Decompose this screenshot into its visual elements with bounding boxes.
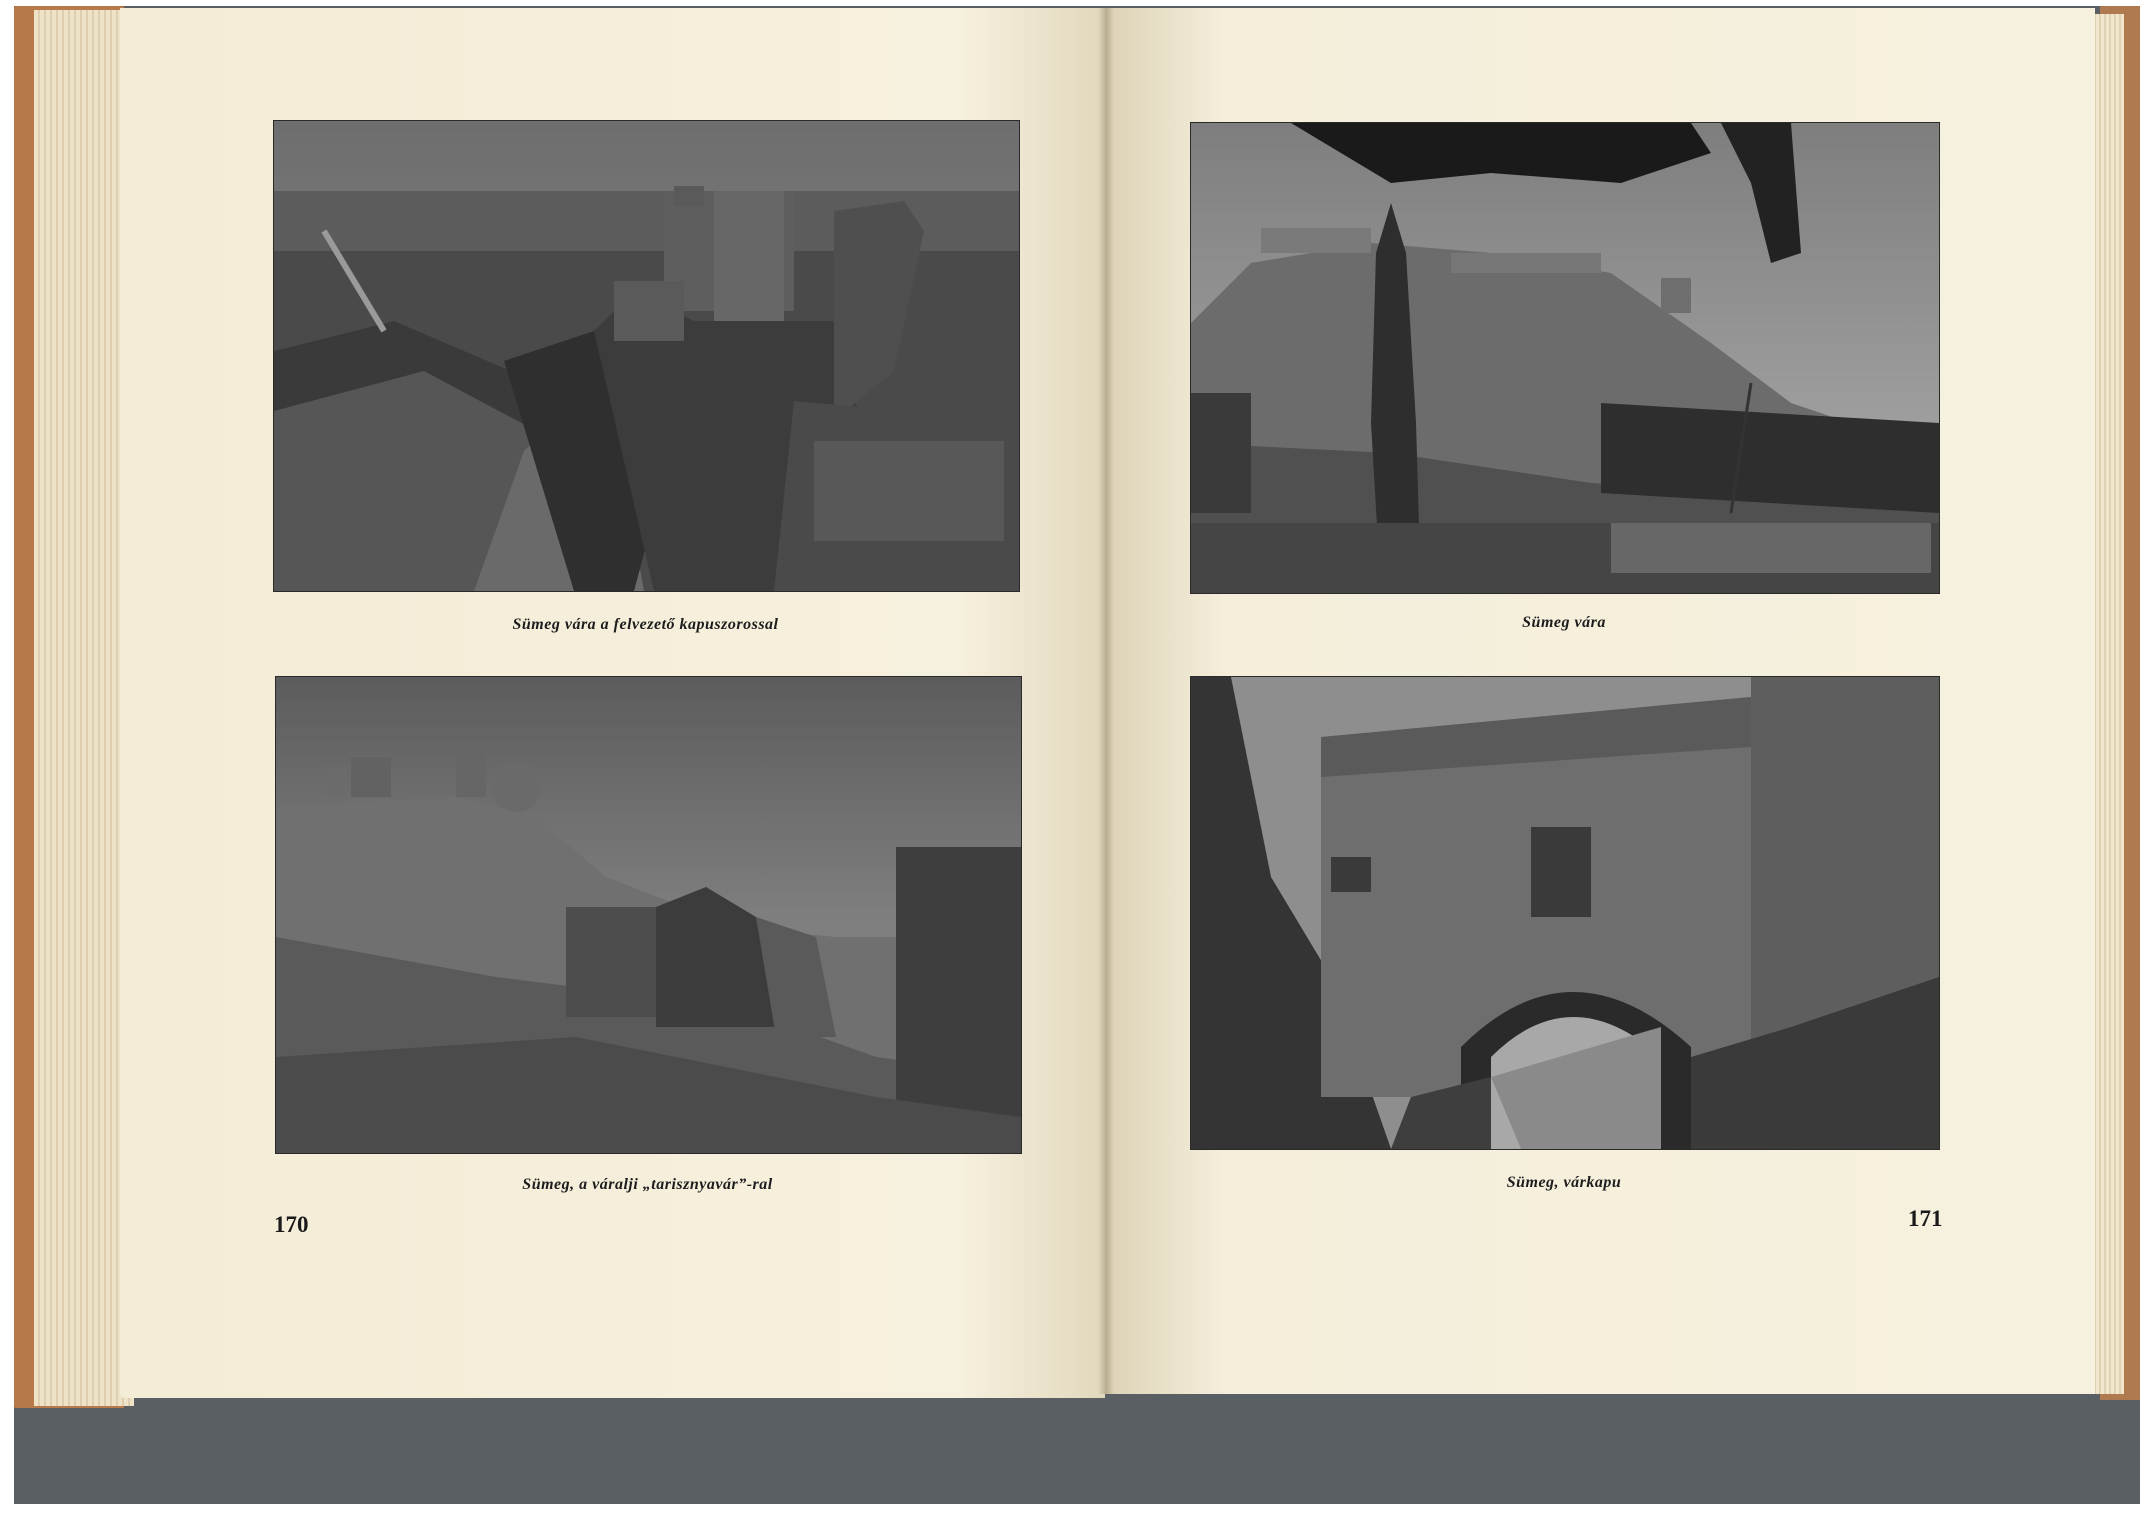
caption-top-right: Sümeg vára	[1522, 614, 1606, 631]
caption-top-left: Sümeg vára a felvezető kapuszorossal	[512, 616, 779, 633]
left-page	[120, 8, 1105, 1398]
page-number-left: 170	[274, 1212, 309, 1237]
photo-castle-with-lower-fortress	[275, 676, 1022, 1154]
page-number-right: 171	[1908, 1206, 1943, 1231]
book-gutter	[1098, 8, 1114, 1394]
right-page	[1105, 8, 2095, 1394]
caption-bottom-left: Sümeg, a váralji „tarisznyavár”-ral	[522, 1176, 773, 1193]
photo-castle-ruins-with-gate	[273, 120, 1020, 592]
photo-castle-gate	[1190, 676, 1940, 1150]
page-edges-left	[34, 10, 134, 1406]
caption-bottom-right: Sümeg, várkapu	[1506, 1174, 1622, 1191]
photo-castle-on-hill	[1190, 122, 1940, 594]
